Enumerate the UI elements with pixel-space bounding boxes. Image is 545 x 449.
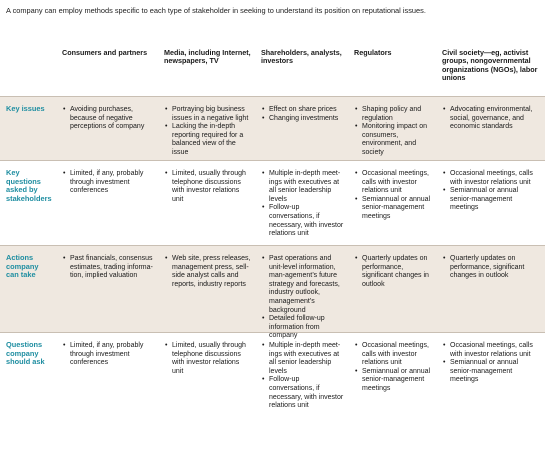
bullet-item: • Limited, usually through telephone discussions with investor relations unit (164, 170, 252, 204)
bullet-item: • Multiple in-depth meet-ings with executives at all senior leadership levels (261, 342, 345, 376)
table-cell (57, 332, 159, 424)
row-header: Key questions asked by stakeholders (0, 160, 57, 245)
table-cell (437, 96, 545, 160)
bullet-item: • Follow-up conversations, if necessary, with investor relations unit (261, 376, 345, 410)
bullet-list (261, 342, 345, 411)
table-cell (437, 160, 545, 245)
bullet-item: • Limited, usually through telephone discussions with investor relations unit (164, 342, 252, 376)
bullet-list (442, 342, 541, 385)
bullet-list (62, 255, 155, 281)
bullet-list (442, 170, 541, 213)
table-cell (256, 332, 349, 424)
bullet-list (354, 106, 433, 158)
bullet-item: • Quarterly updates on performance, significant changes in outlook (442, 255, 541, 281)
table-cell (159, 332, 256, 424)
bullet-item: • Occasional meetings, calls with investor relations unit (442, 342, 541, 359)
bullet-item: • Occasional meetings, calls with investor relations unit (442, 170, 541, 187)
bullet-item: • Detailed follow-up information from company (261, 315, 345, 341)
stakeholder-table (0, 44, 545, 424)
bullet-item: • Monitoring impact on consumers, environment, and society (354, 123, 433, 157)
column-header: Regulators (354, 48, 392, 57)
bullet-list (164, 342, 252, 376)
bullet-item: • Semiannual or annual senior-management meetings (354, 196, 433, 222)
table-cell (437, 332, 545, 424)
column-header: Media, including Internet, newspapers, TV (164, 48, 251, 66)
table-cell (256, 96, 349, 160)
bullet-list (261, 106, 345, 123)
column-header: Consumers and partners (62, 48, 148, 57)
table-cell (349, 96, 437, 160)
row-header: Actions company can take (0, 245, 57, 332)
bullet-list (442, 255, 541, 281)
bullet-item: • Multiple in-depth meet-ings with executives at all senior leadership levels (261, 170, 345, 204)
bullet-list (261, 170, 345, 239)
exhibit-caption: A company can employ methods specific to each type of stakeholder in seeking to understand its position on reputational issues. (6, 6, 426, 15)
bullet-list (442, 106, 541, 132)
column-header: Shareholders, analysts, investors (261, 48, 342, 66)
bullet-item: • Effect on share prices (261, 106, 345, 115)
bullet-item: • Semiannual or annual senior-management meetings (442, 187, 541, 213)
table-cell (159, 245, 256, 332)
table-cell (159, 96, 256, 160)
bullet-item: • Occasional meetings, calls with investor relations unit (354, 342, 433, 368)
bullet-list (164, 106, 252, 158)
bullet-list (354, 170, 433, 222)
table-cell (349, 160, 437, 245)
bullet-item: • Limited, if any, probably through investment conferences (62, 170, 155, 196)
bullet-list (261, 255, 345, 341)
bullet-item: • Follow-up conversations, if necessary, with investor relations unit (261, 204, 345, 238)
bullet-list (164, 170, 252, 204)
bullet-list (164, 255, 252, 289)
table-cell (57, 245, 159, 332)
table-cell (349, 332, 437, 424)
bullet-item: • Past operations and unit-level information, man-agement’s future strategy and forecasts, industry outlook, management’s background (261, 255, 345, 315)
bullet-item: • Occasional meetings, calls with investor relations unit (354, 170, 433, 196)
table-cell (159, 160, 256, 245)
bullet-item: • Lacking the in-depth reporting required for a balanced view of the issue (164, 123, 252, 157)
table-cell (437, 245, 545, 332)
bullet-list (62, 170, 155, 196)
bullet-item: • Web site, press releases, management press, sell-side analyst calls and reports, industry reports (164, 255, 252, 289)
bullet-list (354, 342, 433, 394)
bullet-list (62, 106, 155, 132)
column-header: Civil society—eg, activist groups, nongovernmental organizations (NGOs), labor unions (442, 48, 538, 83)
bullet-item: • Past financials, consensus estimates, trading informa-tion, implied valuation (62, 255, 155, 281)
bullet-item: • Semiannual or annual senior-management meetings (354, 368, 433, 394)
table-cell (57, 160, 159, 245)
row-header: Key issues (0, 96, 57, 160)
bullet-item: • Semiannual or annual senior-management meetings (442, 359, 541, 385)
header-corner (0, 44, 57, 96)
bullet-item: • Quarterly updates on performance, significant changes in outlook (354, 255, 433, 289)
bullet-item: • Limited, if any, probably through investment conferences (62, 342, 155, 368)
bullet-item: • Portraying big business issues in a negative light (164, 106, 252, 123)
bullet-list (354, 255, 433, 289)
table-cell (57, 96, 159, 160)
bullet-item: • Changing investments (261, 115, 345, 124)
bullet-item: • Shaping policy and regulation (354, 106, 433, 123)
table-cell (349, 245, 437, 332)
bullet-item: • Advocating environmental, social, governance, and economic standards (442, 106, 541, 132)
row-header: Questions company should ask (0, 332, 57, 424)
table-cell (256, 245, 349, 340)
bullet-item: • Avoiding purchases, because of negative perceptions of company (62, 106, 155, 132)
table-cell (256, 160, 349, 245)
bullet-list (62, 342, 155, 368)
